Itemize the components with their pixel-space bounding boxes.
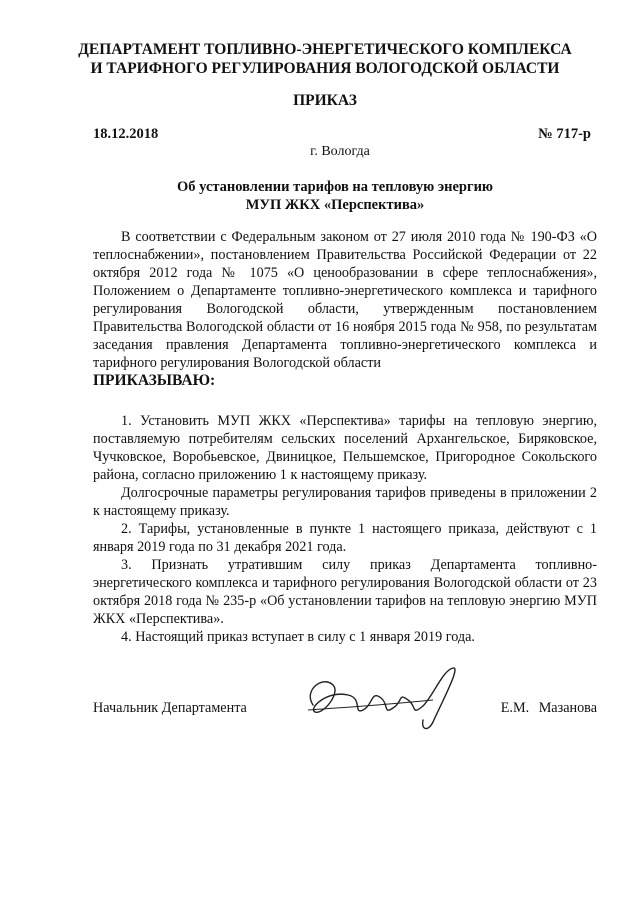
department-header bbox=[60, 40, 590, 78]
subject-line-2: МУП ЖКХ «Перспектива» bbox=[245, 197, 425, 213]
city: г. Вологда bbox=[310, 144, 370, 159]
header-line-1: ДЕПАРТАМЕНТ ТОПЛИВНО-ЭНЕРГЕТИЧЕСКОГО КОМПЛЕКСА bbox=[78, 41, 572, 58]
signer-name: Е.М. Мазанова bbox=[500, 700, 597, 716]
order-item: 3. Признать утратившим силу приказ Департамента топливно-энергетического комплекса и тарифного регулирования Вологодской области от 23 октября 2018 года № 235-р «Об установлении тарифов на тепловую энергию МУП ЖКХ «Перспектива». bbox=[93, 557, 597, 627]
subject-line-1: Об установлении тарифов на тепловую энергию bbox=[176, 179, 494, 195]
doc-type-title: ПРИКАЗ bbox=[293, 92, 357, 109]
preamble-paragraph: В соответствии с Федеральным законом от 27 июля 2010 года № 190-ФЗ «О теплоснабжении», постановлением Правительства Российской Федерации от 22 октября 2012 года № 1075 «О ценообразовании в сфере теплоснабжения», Положением о Департаменте топливно-энергетического комплекса и тарифного регулирования Вологодской области, утвержденным постановлением Правительства Вологодской области от 16 ноября 2015 года № 958, по результатам заседания правления Департамента топливно-энергетического комплекса и тарифного регулирования Вологодской области bbox=[93, 229, 597, 371]
handwritten-signature bbox=[293, 660, 473, 740]
order-directive: ПРИКАЗЫВАЮ: bbox=[93, 372, 216, 389]
order-number: № 717-р bbox=[538, 126, 591, 142]
order-date: 18.12.2018 bbox=[93, 126, 159, 142]
order-subject bbox=[60, 178, 610, 214]
order-item: 1. Установить МУП ЖКХ «Перспектива» тарифы на тепловую энергию, поставляемую потребителям сельских поселений Архангельское, Биряковское, Чучковское, Воробьевское, Двиницкое, Пельшемское, Пригородное Сокольского района, согласно приложению 1 к настоящему приказу. bbox=[93, 413, 597, 483]
order-item: 4. Настоящий приказ вступает в силу с 1 января 2019 года. bbox=[121, 629, 475, 645]
header-line-2: И ТАРИФНОГО РЕГУЛИРОВАНИЯ ВОЛОГОДСКОЙ ОБЛАСТИ bbox=[90, 60, 560, 77]
signer-position: Начальник Департамента bbox=[93, 700, 247, 716]
order-item: Долгосрочные параметры регулирования тарифов приведены в приложении 2 к настоящему приказу. bbox=[93, 485, 597, 519]
order-body bbox=[93, 228, 597, 646]
signature-block bbox=[93, 700, 597, 740]
order-item: 2. Тарифы, установленные в пункте 1 настоящего приказа, действуют с 1 января 2019 года по 31 декабря 2021 года. bbox=[93, 521, 597, 555]
order-items bbox=[93, 412, 597, 646]
